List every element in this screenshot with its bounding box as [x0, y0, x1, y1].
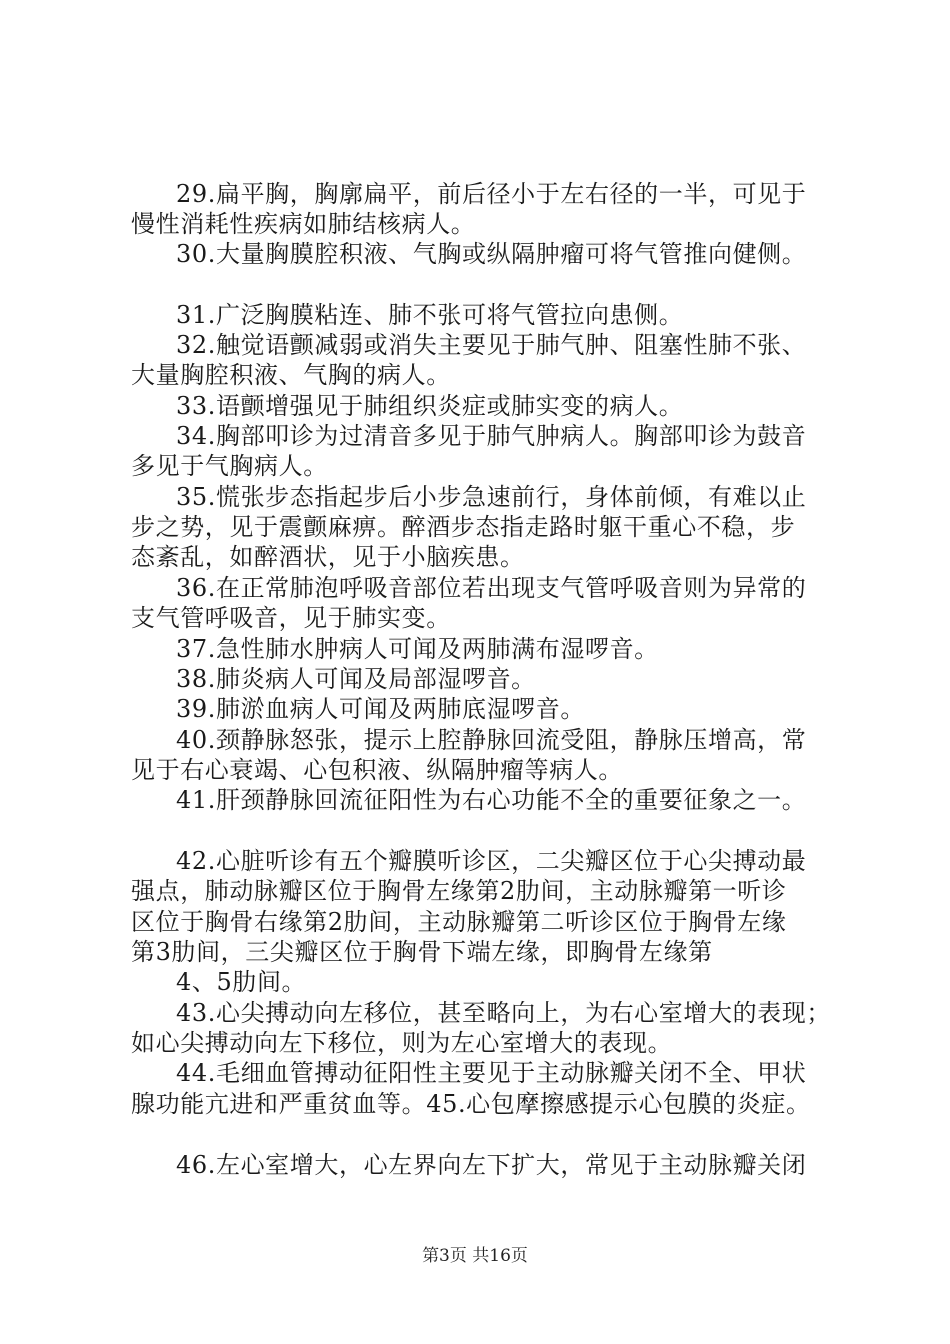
text-line: 39.肺淤血病人可闻及两肺底湿啰音。 [176, 695, 585, 723]
text-line: 34.胸部叩诊为过清音多见于肺气肿病人。胸部叩诊为鼓音 [176, 422, 807, 450]
text-line: 44.毛细血管搏动征阳性主要见于主动脉瓣关闭不全、甲状 [176, 1059, 807, 1087]
text-line: 29.扁平胸，胸廓扁平，前后径小于左右径的一半，可见于 [176, 180, 807, 208]
text-line: 4、5肋间。 [176, 968, 307, 996]
page-footer: 第3页 共16页 [422, 1246, 528, 1266]
text-line: 35.慌张步态指起步后小步急速前行，身体前倾，有难以止 [176, 483, 807, 511]
text-line: 40.颈静脉怒张，提示上腔静脉回流受阻，静脉压增高，常 [176, 726, 807, 754]
text-line: 支气管呼吸音，见于肺实变。 [131, 604, 451, 632]
text-line: 多见于气胸病人。 [131, 452, 328, 480]
text-line: 慢性消耗性疾病如肺结核病人。 [131, 210, 476, 238]
text-line: 41.肝颈静脉回流征阳性为右心功能不全的重要征象之一。 [176, 786, 807, 814]
text-line: 腺功能亢进和严重贫血等。45.心包摩擦感提示心包膜的炎症。 [131, 1090, 811, 1118]
text-line: 38.肺炎病人可闻及局部湿啰音。 [176, 665, 536, 693]
text-line: 46.左心室增大，心左界向左下扩大，常见于主动脉瓣关闭 [176, 1151, 807, 1179]
text-line: 33.语颤增强见于肺组织炎症或肺实变的病人。 [176, 392, 684, 420]
text-line: 区位于胸骨右缘第2肋间，主动脉瓣第二听诊区位于胸骨左缘 [131, 908, 787, 936]
text-line: 大量胸腔积液、气胸的病人。 [131, 361, 451, 389]
text-line: 31.广泛胸膜粘连、肺不张可将气管拉向患侧。 [176, 301, 684, 329]
text-line: 30.大量胸膜腔积液、气胸或纵隔肿瘤可将气管推向健侧。 [176, 240, 807, 268]
text-line: 步之势，见于震颤麻痹。醉酒步态指走路时躯干重心不稳，步 [131, 513, 796, 541]
text-line: 态紊乱，如醉酒状，见于小脑疾患。 [131, 543, 525, 571]
text-line: 第3肋间，三尖瓣区位于胸骨下端左缘，即胸骨左缘第 [131, 938, 713, 966]
text-line: 如心尖搏动向左下移位，则为左心室增大的表现。 [131, 1029, 673, 1057]
text-line: 32.触觉语颤减弱或消失主要见于肺气肿、阻塞性肺不张、 [176, 331, 807, 359]
text-line: 42.心脏听诊有五个瓣膜听诊区，二尖瓣区位于心尖搏动最 [176, 847, 807, 875]
text-line: 43.心尖搏动向左移位，甚至略向上，为右心室增大的表现； [176, 999, 831, 1027]
text-line: 见于右心衰竭、心包积液、纵隔肿瘤等病人。 [131, 756, 623, 784]
text-line: 36.在正常肺泡呼吸音部位若出现支气管呼吸音则为异常的 [176, 574, 807, 602]
text-line: 37.急性肺水肿病人可闻及两肺满布湿啰音。 [176, 635, 659, 663]
text-line: 强点，肺动脉瓣区位于胸骨左缘第2肋间，主动脉瓣第一听诊 [131, 877, 787, 905]
